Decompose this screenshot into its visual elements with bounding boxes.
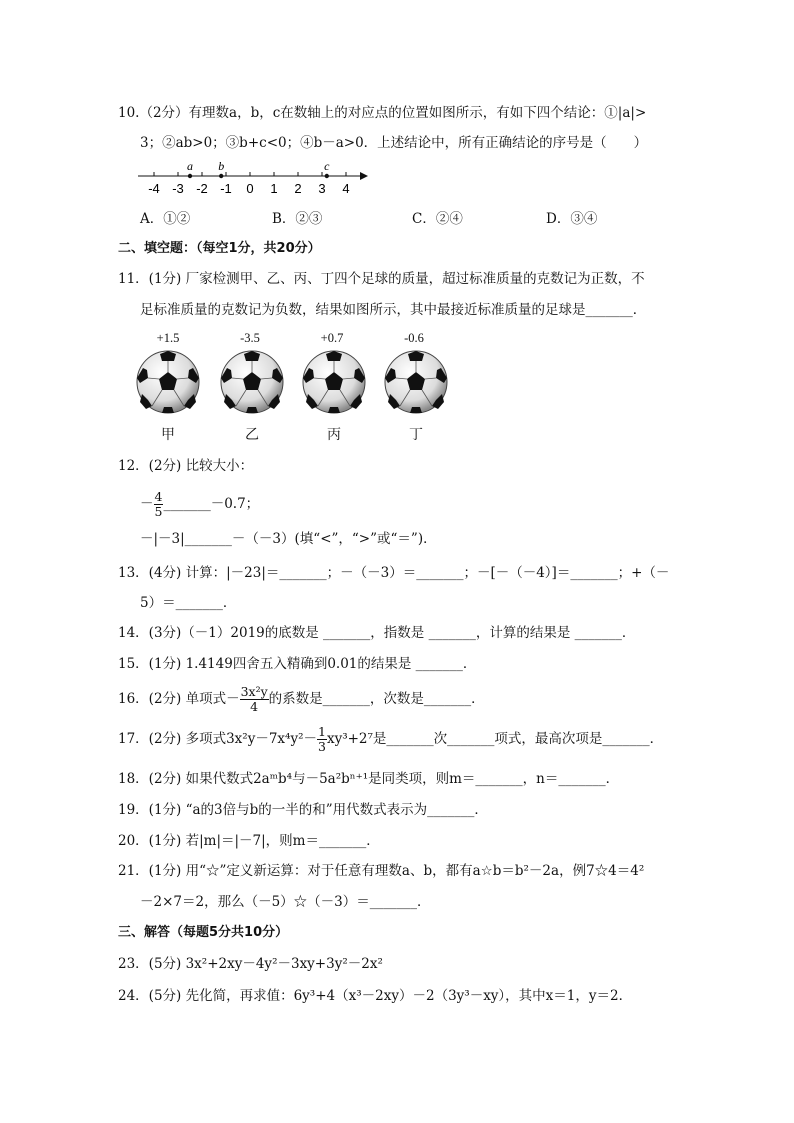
fraction-denominator: 3 [318, 739, 326, 754]
axis-tick-label: -1 [220, 181, 232, 196]
q20: 20．(1分) 若|m|＝|－7|，则m＝_______． [118, 833, 380, 849]
soccer-ball-icon [220, 350, 284, 414]
q15: 15．(1分) 1.4149四舍五入精确到0.01的结果是 _______． [118, 656, 477, 672]
axis-tick-label: -4 [148, 181, 160, 196]
q23: 23．(5分) 3x²+2xy－4y²－3xy+3y²－2x² [118, 956, 383, 972]
section3-heading: 三、解答（每题5分共10分） [118, 925, 289, 940]
ball-4-value: -0.6 [404, 331, 424, 345]
section2-heading: 二、填空题：（每空1分，共20分） [118, 241, 321, 256]
fraction-denominator: 5 [154, 504, 163, 519]
point-label-b: b [218, 160, 225, 173]
q16-suffix: 的系数是_______，次数是_______． [268, 691, 485, 707]
option-d: D．③④ [546, 211, 598, 227]
axis-tick-label: -2 [196, 181, 208, 196]
ball-1-label: 甲 [161, 427, 175, 443]
q16-prefix: 16．(2分) 单项式－ [118, 691, 240, 707]
ball-2-label: 乙 [245, 427, 259, 443]
q17-suffix: xy³+2⁷是_______次_______项式，最高次项是_______． [326, 731, 664, 747]
soccer-ball-icon [384, 350, 448, 414]
q13-line1: 13．(4分) 计算：|－23|＝_______；－（－3）＝_______；－[－（－4）]＝_______；+（－ [118, 565, 670, 581]
q17-prefix: 17．(2分) 多项式3x²y－7x⁴y²－ [118, 731, 317, 747]
q12-line2-rest: _______－0.7； [163, 496, 260, 512]
option-b: B．②③ [272, 211, 323, 227]
axis-tick-label: 4 [342, 181, 350, 196]
q12-line1: 12．(2分) 比较大小： [118, 458, 254, 474]
q10-line1: 10.（2分）有理数a，b，c在数轴上的对应点的位置如图所示，有如下四个结论：①|a|> [118, 105, 647, 121]
fraction-numerator: 3x²y [240, 684, 268, 699]
point-c [325, 174, 329, 178]
fraction [154, 490, 164, 519]
fraction-numerator: 1 [318, 724, 326, 739]
ball-3-value: +0.7 [320, 331, 344, 345]
axis-tick-label: -3 [172, 181, 184, 196]
soccer-ball-icon [136, 350, 200, 414]
point-label-c: c [324, 160, 330, 173]
soccer-ball-icon [302, 350, 366, 414]
axis-tick-label: 2 [294, 181, 302, 196]
q24: 24．(5分) 先化简，再求值：6y³+4（x³－2xy）－2（3y³－xy），其中x＝1，y＝2． [118, 988, 633, 1004]
q12-line3: －|－3|_______－（－3）(填“<”，“>”或“＝”)． [140, 531, 437, 547]
q21-line2: －2×7＝2，那么（－5）☆（－3）＝_______． [140, 894, 431, 910]
fraction-numerator: 4 [154, 489, 163, 504]
q10-line2: 3；②ab>0；③b+c<0；④b－a>0．上述结论中，所有正确结论的序号是（ ） [140, 135, 648, 151]
axis-tick-label: 3 [318, 181, 326, 196]
fraction-denominator: 4 [250, 699, 259, 714]
q19: 19．(1分) “a的3倍与b的一半的和”用代数式表示为_______． [118, 802, 488, 818]
option-a: A．①② [140, 211, 191, 227]
axis-tick-label: 1 [270, 181, 278, 196]
axis-tick-label: 0 [246, 181, 254, 196]
axis-arrow [360, 172, 368, 180]
fraction [317, 725, 327, 754]
q17 [118, 722, 663, 756]
ball-1-value: +1.5 [156, 331, 180, 345]
point-a [188, 174, 192, 178]
q13-line2: 5）＝_______． [140, 595, 237, 611]
fraction [240, 685, 269, 714]
ball-3-label: 丙 [327, 427, 341, 443]
q11-line1: 11．(1分) 厂家检测甲、乙、丙、丁四个足球的质量，超过标准质量的克数记为正数，不 [118, 271, 645, 287]
q12-line2 [140, 487, 259, 521]
minus-sign: － [140, 496, 154, 512]
option-c: C．②④ [412, 211, 463, 227]
q11-line2: 足标准质量的克数记为负数，结果如图所示，其中最接近标准质量的足球是_______． [140, 302, 647, 318]
q14: 14．(3分)（－1）2019的底数是 _______，指数是 _______，计算的结果是 _______． [118, 625, 636, 641]
point-b [219, 174, 223, 178]
q16 [118, 682, 485, 716]
ball-2-value: -3.5 [240, 331, 260, 345]
number-line [130, 160, 370, 200]
q21-line1: 21．(1分) 用“☆”定义新运算：对于任意有理数a、b，都有a☆b＝b²－2a，例7☆4＝4² [118, 863, 645, 879]
ball-4-label: 丁 [409, 427, 423, 443]
point-label-a: a [187, 160, 193, 173]
q18: 18．(2分) 如果代数式2aᵐb⁴与－5a²bⁿ⁺¹是同类项，则m＝_______，n＝_______． [118, 771, 620, 787]
